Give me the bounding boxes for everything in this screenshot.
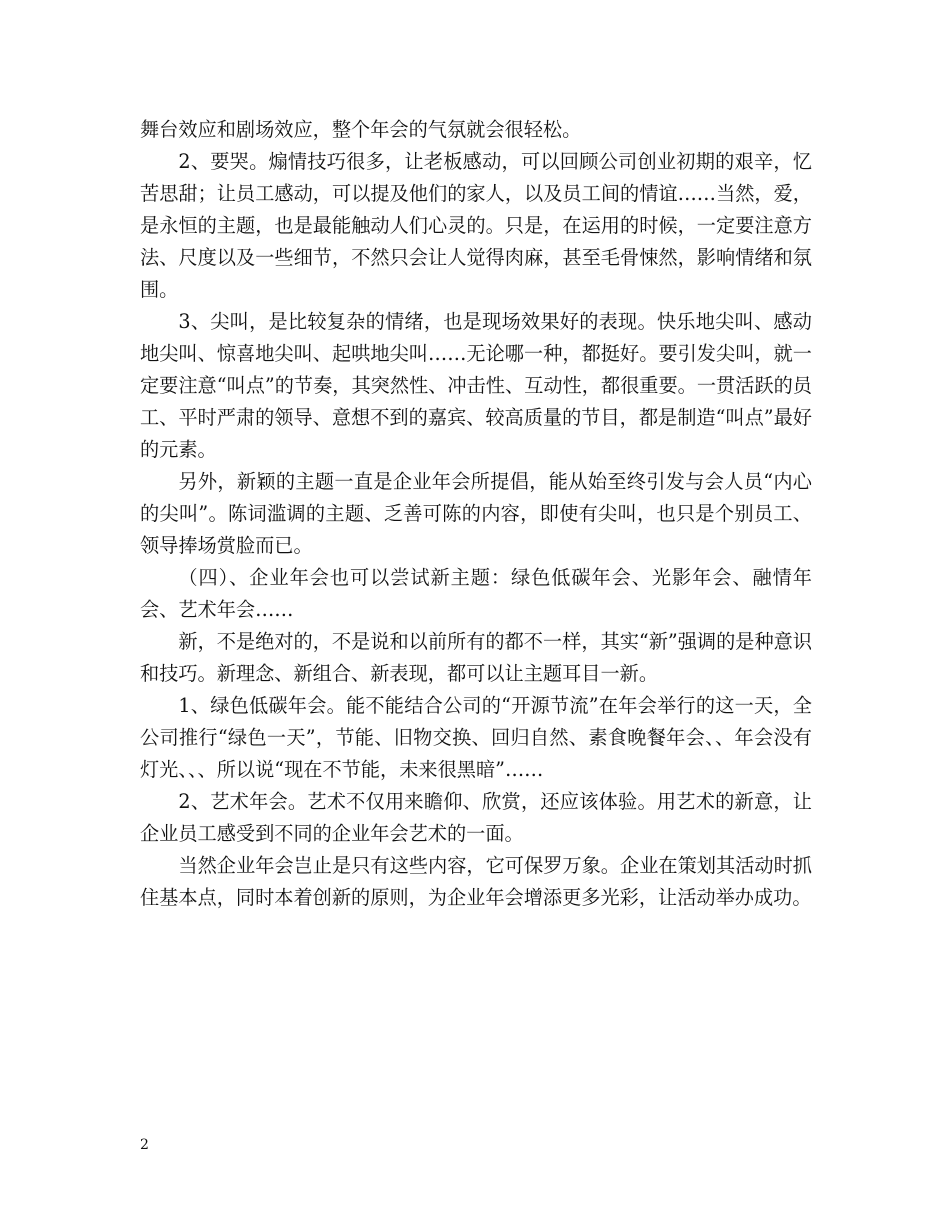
paragraph-screaming: 3、尖叫，是比较复杂的情绪，也是现场效果好的表现。快乐地尖叫、感动地尖叫、惊喜地尖叫、起哄地尖叫……无论哪一种，都挺好。要引发尖叫，就一定要注意“叫点”的节奏，其突然性、冲击性、互动性，都很重要。一贯活跃的员工、平时严肃的领导、意想不到的嘉宾、较高质量的节目，都是制造“叫点”最好的元素。	[140, 310, 812, 461]
page-number: 2	[140, 1137, 149, 1153]
paragraph-conclusion: 当然企业年会岂止是只有这些内容，它可保罗万象。企业在策划其活动时抓住基本点，同时本着创新的原则，为企业年会增添更多光彩，让活动举办成功。	[140, 854, 812, 909]
paragraph-what-is-new: 新，不是绝对的，不是说和以前所有的都不一样，其实“新”强调的是种意识和技巧。新理念、新组合、新表现，都可以让主题耳目一新。	[140, 630, 813, 685]
paragraph-new-theme: 另外，新颖的主题一直是企业年会所提倡，能从始至终引发与会人员“内心的尖叫”。陈词滥调的主题、乏善可陈的内容，即使有尖叫，也只是个别员工、领导捧场赏脸而已。	[140, 470, 812, 557]
paragraph-art-annual-meeting: 2、艺术年会。艺术不仅用来瞻仰、欣赏，还应该体验。用艺术的新意，让企业员工感受到不同的企业年会艺术的一面。	[140, 790, 812, 845]
paragraph-continuation: 舞台效应和剧场效应，整个年会的气氛就会很轻松。	[140, 118, 582, 141]
paragraph-green-low-carbon: 1、绿色低碳年会。能不能结合公司的“开源节流”在年会举行的这一天，全公司推行“绿色一天”，节能、旧物交换、回归自然、素食晚餐年会、、年会没有灯光、、、所以说“现在不节能，未来很黑暗”……	[140, 694, 812, 781]
section-heading-four: （四）、企业年会也可以尝试新主题：绿色低碳年会、光影年会、融情年会、艺术年会……	[140, 566, 812, 621]
document-body	[140, 114, 812, 914]
paragraph-crying: 2、要哭。煽情技巧很多，让老板感动，可以回顾公司创业初期的艰辛，忆苦思甜；让员工感动，可以提及他们的家人，以及员工间的情谊……当然，爱，是永恒的主题，也是最能触动人们心灵的。只是，在运用的时候，一定要注意方法、尺度以及一些细节，不然只会让人觉得肉麻，甚至毛骨悚然，影响情绪和氛围。	[140, 150, 812, 301]
